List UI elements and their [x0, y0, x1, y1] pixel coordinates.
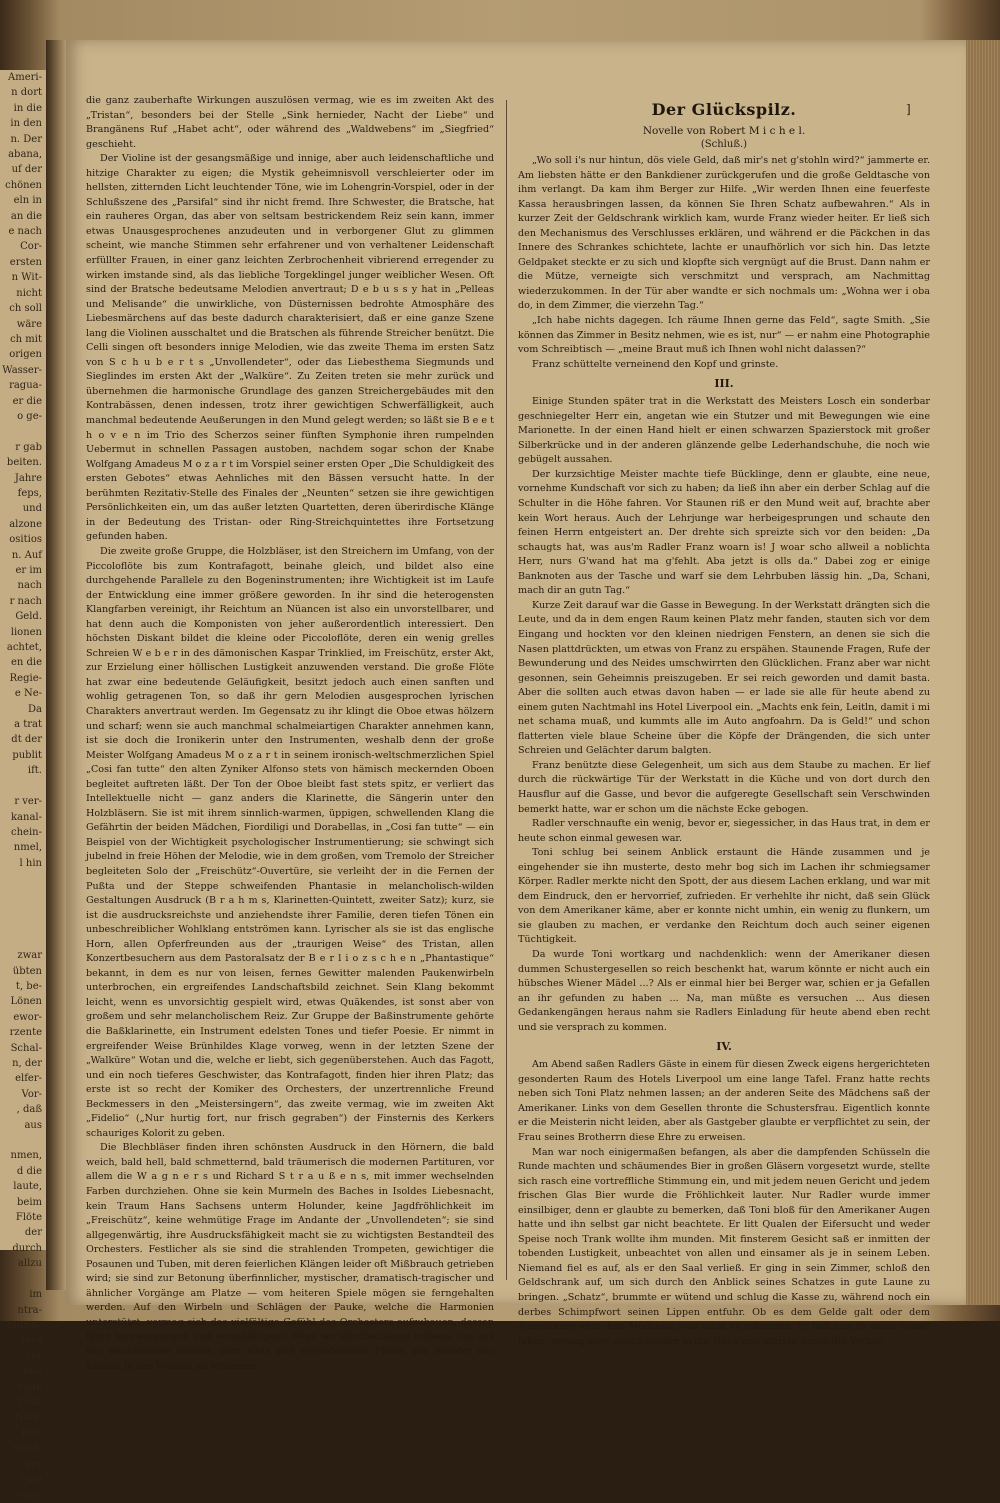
previous-page-fragment: im [29, 1289, 42, 1301]
previous-page-fragment [0, 871, 46, 886]
previous-page-fragment: zwar [17, 950, 42, 962]
previous-page-fragment: n. Der [10, 133, 42, 145]
left-paragraph-2: Der Violine ist der gesangsmäßige und innige, aber auch leidenschaftliche und hitzige Charakter zu eigen; die Mystik geheimnisvoll verschleierter oder im hellsten, zitternden Licht leuchtender Töne, wie im Lohengrin-Vorspiel, oder in der Schlußszene des „Parsifal“ sind ihr nicht fremd. Ihre Schwester, die Bratsche, hat ein rauheres Organ, das aber von seltsam bestrickendem Reiz sein kann, immer etwas Unausgesprochenes anzudeuten und in verborgener Glut zu glimmen scheint, wie manche Stimmen sehr erfahrener und von verhaltener Leidenschaft erfüllter Frauen, in einer ganz leichten Zerbrochenheit vibrierend erregender zu wirken imstande sind, als das liebliche Torgeklingel junger weiblicher Wesen. Oft sind der Bratsche bedeutsame Melodien anvertraut; D e b u s s y hat in „Pelleas und Melisande“ die unwirkliche, von Düsternissen bedrohte Atmosphäre des Liebesmärchens auf das beste dadurch charakterisiert, daß er eine ganze Szene lang die Violinen ausschaltet und die Bratschen als führende Streicher benützt. Die Celli singen oft besonders innige Melodien, wie das zweite Thema im ersten Satz von S c h u b e r t s „Unvollendeter“, oder das Liebesthema Siegmunds und Sieglindes im ersten Akt der „Walküre“. Zu Zeiten treten sie mehr zurück und übernehmen die harmonische Grundlage des ganzen Streichergebäudes mit den Kontrabässen, denen indessen, trotz ihrer gewichtigen Schwerfälligkeit, auch manchmal bedeutende Aeußerungen in den Mund gelegt werden; so läßt sie B e e t h o v e n im Trio des Scherzos seiner fünften Symphonie ihren rumpelnden Uebermut in schnellen Passagen austoben, nachdem sogar schon der Knabe Wolfgang Amadeus M o z a r t im Vorspiel seiner ersten Oper „Die Schuldigkeit des ersten Gebotes“ etwas Aehnliches mit den Bässen versucht hatte. In der berühmten Rezitativ-Stelle des Finales der „Neunten“ setzen sie ihre gewichtigen Persönlichkeiten ein, um das außer letzten Quartetten, deren überirdische Klänge in der Bedeutung des Tristan- oder Ring-Streichquintettes ihre Fortsetzung gefunden haben. [86, 153, 494, 543]
intro-paragraph-1: „Wo soll i's nur hintun, dös viele Geld, daß mir's net g'stohln wird?“ jammerte er. Am liebsten hätte er den Bankdiener zurückgerufen und die große Geldtasche von ihm verlangt. Da kam ihm Berger zur Hilfe. „Wir werden Ihnen eine feuerfeste Kassa herausbringen lassen, da können Sie Ihren Schatz aufbewahren.“ Als in kurzer Zeit der Geldschrank wirklich kam, wurde Franz wieder heiter. Er ließ sich den Mechanismus des Verschlusses erklären, und während er die Päckchen in das Innere des Schrankes schichtete, lachte er unaufhörlich vor sich hin. Das letzte Geldpaket steckte er zu sich und klopfte sich vergnügt auf die Brust. Dann nahm er die Mütze, verneigte sich verschmitzt und versprach, am Nachmittag wiederzukommen. In der Tür aber wandte er sich nochmals um: „Wohna wer i oba do, in dem Zimmer, die vierzehn Tag.“ [518, 155, 930, 312]
previous-page-fragment [0, 917, 46, 932]
previous-page-fragment: n dort [11, 87, 42, 99]
previous-page-fragment: uf der [11, 164, 42, 176]
previous-page-fragment: mes [21, 1335, 42, 1347]
previous-page-fragment: r nach [9, 595, 42, 607]
section3-paragraph-3: Kurze Zeit darauf war die Gasse in Bewegung. In der Werkstatt drängten sich die Leute, und da in dem engen Raum keinen Platz mehr fanden, stauten sich vor dem Eingang und hockten vor den kleinen niedrigen Fenstern, an denen sie sich die Nasen plattdrückten, um etwas von Franz zu erspähen. Staunende Fragen, Rufe der Bewunderung und des Neides umschwirrten den Glücklichen. Franz aber war nicht gesonnen, sein Geheimnis preiszugeben. Er sei reich geworden und damit basta. Aber die sollten auch etwas davon haben — er lade sie alle für heute abend zu einem guten Nachtmahl ins Hotel Liverpool ein. „Machts enk fein, Leitln, damit i mi net schama muaß, und kummts alle im Auto angfoahrn. Da is Geld!“ und schon flatterten viele blaue Scheine über die Köpfe der Drängenden, die sich unter Schreien und Gelächter darum balgten. [518, 599, 930, 757]
previous-page-fragment: r gab [15, 441, 42, 453]
previous-page-fragment: Schal- [10, 1042, 42, 1054]
previous-page-fragment: Cor- [20, 241, 42, 253]
previous-page-fragment: eln in [13, 195, 42, 207]
previous-page-fragment: übten [12, 965, 42, 977]
previous-page-fragment: ntra- [17, 1304, 42, 1316]
previous-page-fragment [0, 1272, 46, 1287]
newspaper-page [66, 40, 966, 1372]
previous-page-fragment: ragua- [9, 380, 42, 392]
previous-page-fragment: beiten. [6, 457, 42, 469]
story-title: Der Glückspilz. [651, 100, 797, 119]
previous-page-fragment: a trat [14, 719, 42, 731]
previous-page-fragment: lionen [10, 626, 42, 638]
left-paragraph-1: die ganz zauberhafte Wirkungen auszulösen vermag, wie es im zweiten Akt des „Tristan“, besonders bei der Stelle „Sink hernieder, Nacht der Liebe“ und Brangänens Ruf „Habet acht“, oder während des „Waldwebens“ im „Siegfried“ geschieht. [86, 95, 494, 150]
previous-page-fragment: er die [12, 395, 42, 407]
previous-page-fragment [0, 933, 46, 948]
previous-page-fragment: Ameri- [8, 72, 42, 83]
previous-page-fragment: nmen, [10, 1150, 42, 1162]
left-paragraph-4: Die Blechbläser finden ihren schönsten Ausdruck in den Hörnern, die bald weich, bald hell, bald schmetternd, bald träumerisch die modernen Partituren, vor allem die W a g n e r s und Richard S t r a u ß e n s, mit immer wechselnden Farben durchziehen. Ohne sie kein Murmeln des Baches in Isoldes Liebesnacht, kein Traum Hans Sachsens unterm Holunder, keine Jagdfröhlichkeit im „Freischütz“, keine wehmütige Frage im Andante der „Unvollendeten“; sie sind allgegenwärtig, ihre Ausdrucksfähigkeit macht sie zu wichtigsten Bestandteil des Orchesters. Festlicher als sie sind die strahlenden Trompeten, gewichtiger die Posaunen und Tuben, mit deren feierlichen Klängen leider oft Mißbrauch getrieben wird; sie sind zur Betonung überfinnlicher, mystischer, dramatisch-tragischer und ähnlicher Vorgänge am Platze — vom heiteren Spiele mögen sie ferngehalten werden. Auf den Wirbeln und Schlägen der Pauke, welche die Harmonien unterstützt, vermag sich das vielfältige Gefühl des Orchesters aufzubauen, dessen feine Verzweigungen und verschlungene Wege wir durchschauen müssen, um aus der wechselnden Gestalt, dem stets sich verändernden Flusse das Wunder der Einheit in der Vielheit zu erkennen. [86, 1142, 494, 1372]
column-divider [506, 100, 507, 1280]
previous-page-fragment: beim [17, 1196, 42, 1208]
previous-page-fragment: füh- [22, 1427, 42, 1439]
previous-page-fragment: ner [24, 1458, 42, 1470]
previous-page-fragment: Vor- [21, 1088, 42, 1100]
previous-page-fragment: der [24, 1227, 42, 1239]
previous-page-fragment: ch mit [10, 333, 42, 345]
page-stack-edge [966, 40, 1000, 1305]
previous-page-fragment: rum [21, 1473, 42, 1485]
previous-page-fragment: abana, [8, 149, 42, 161]
previous-page-fragment: der [24, 1350, 42, 1362]
previous-page-fragment: allzu [17, 1258, 42, 1270]
section3-paragraph-4: Franz benützte diese Gelegenheit, um sich aus dem Staube zu machen. Er lief durch die rückwärtige Tür der Werkstatt in die Küche und von dort durch den Hausflur auf die Gasse, und bevor die aufgeregte Gesellschaft sein Verschwinden bemerkt hatte, war er schon um die nächste Ecke gebogen. [518, 759, 930, 815]
previous-page-fragment: mmen- [7, 1319, 42, 1331]
previous-page-fragment: Lönen [10, 996, 42, 1008]
previous-page-fragment: Flöte [15, 1212, 42, 1224]
previous-page-fragment: feps, [17, 487, 42, 499]
previous-page-fragment: achtet, [6, 642, 42, 654]
previous-page-fragment: origen [9, 349, 42, 361]
previous-page-fragment: nmel, [13, 842, 42, 854]
previous-page-fragment: ift. [27, 765, 42, 777]
previous-page-fragment: n, der [12, 1058, 42, 1069]
previous-page-fragment: Näfle [14, 1412, 42, 1424]
previous-page-fragment: ersten [9, 256, 42, 268]
previous-page-fragment: webt. [13, 1443, 42, 1455]
previous-page-fragment: elle [23, 1366, 42, 1378]
previous-page-fragment [0, 424, 46, 439]
previous-page-fragment: chönen [5, 179, 42, 191]
previous-page-fragment: Jahre [14, 472, 42, 484]
previous-page-fragment: t, be- [15, 980, 42, 992]
previous-page-fragment: rzente [9, 1027, 42, 1039]
previous-page-fragment: , daß [16, 1104, 42, 1116]
section3-paragraph-7: Da wurde Toni wortkarg und nachdenklich: wenn der Amerikaner diesen dummen Schustergesellen so reich beschenkt hat, warum könnte er nicht auch ein hübsches Wiener Mädel ...? Als er einmal hier bei Berger war, schien er ja Gefallen an ihr gefunden zu haben ... Na, man müßte es versuchen ... Aus diesen Gedankengängen heraus nahm sie Radlers Einladung für heute abend eben recht und sie versprach zu kommen. [518, 948, 930, 1033]
previous-page-fragment [0, 887, 46, 902]
previous-page-fragment: Wasser- [2, 364, 42, 376]
previous-page-fragment: an die [10, 210, 42, 222]
previous-page-fragment: nicht [16, 287, 42, 299]
previous-page-fragment: kanal- [10, 811, 42, 823]
previous-page-fragment: e Ne- [14, 688, 42, 700]
section-heading-4: IV. [716, 1040, 732, 1054]
previous-page-fragment: e nach [8, 226, 42, 238]
previous-page-fragment: fünf- [18, 1396, 42, 1408]
previous-page-fragment: in den [10, 118, 42, 130]
previous-page-fragment: elfer- [15, 1073, 42, 1085]
previous-page-fragment: n Wit- [11, 272, 42, 284]
left-paragraph-3: Die zweite große Gruppe, die Holzbläser, ist den Streichern im Umfang, von der Piccoloflöte bis zum Kontrafagott, beinahe gleich, und bildet also eine durchgehende Parallele zu den Bogeninstrumenten; ihre Wichtigkeit ist im Laufe der Entwicklung eine immer größere geworden. In ihr sind die heterogensten Klangfarben vereinigt, ihr Reichtum an Nüancen ist also ein unvorstellbarer, und hat denn auch die Komponisten von jeher außerordentlich interessiert. Den höchsten Diskant bildet die kleine oder Piccoloflöte, deren ein wenig grelles Schreien W e b e r in des dämonischen Kaspar Trinklied, im Freischütz, erster Akt, zur Erzielung einer höllischen Lustigkeit anzuwenden verstand. Die große Flöte hat zwar eine bedeutende Geläufigkeit, besitzt jedoch auch einen sanften und wohlig getragenen Ton, so daß ihr gern Melodien ausgesprochen lyrischen Charakters anvertraut werden. Im Gegensatz zu ihr klingt die Oboe etwas hölzern und scharf; wenn sie auch manchmal schalmeiartigen Charakter annehmen kann, ist sie doch die Ironikerin unter den Instrumenten, weshalb denn der große Meister Wolfgang Amadeus M o z a r t in seinem ironisch-weltschmerzlichen Spiel „Cosi fan tutte“ den alten Zyniker Alfonso stets von hämisch meckernden Oboen begleitet auftreten läßt. Der Ton der Oboe bleibt fast stets spitz, er verliert das Intellektuelle nicht — ganz anders die Klarinette, die Sängerin unter den Holzbläsern. Sie ist mit ihrem sinnlich-warmen, üppigen, schwellenden Klang die Gefährtin der beiden Mädchen, Fiordiligi und Dorabellas, in „Cosi fan tutte“ — ein Beispiel von der Wichtigkeit psychologischer Instrumentierung; sie schwingt sich jubelnd in freie Höhen der Melodie, wie in dem großen, vom Tremolo der Streicher begleiteten Solo der „Freischütz“-Ouvertüre, sie verleiht der in die Fernen der Pußta und der Steppe schweifenden Phantasie in melancholisch-wilden Gestaltungen Ausdruck (B r a h m s, Klarinetten-Quintett, zweiter Satz); kurz, sie ist die ausdrucksreichste und anziehendste ihrer Familie, deren tiefen Tönen ein unbeschreiblicher Wohlklang entströmen kann. Lyrischer als sie ist das englische Horn, allen Opferfreunden aus der „traurigen Weise“ des Tristan, allen Konzertbesuchern aus dem Pastoralsatz der B e r l i o z s c h e n „Phantastique“ bekannt, in dem es nur von leisen, fernes Gewitter malenden Paukenwirbeln unterbrochen, ein ergreifendes Landschaftsbild zeichnet. Sein Klang bekommt leicht, wenn es unvorsichtig gespielt wird, etwas Quäkendes, ist sonst aber von großem und sehr melancholischem Reiz. Zur Gruppe der Baßinstrumente gehörte die Baßklarinette, ein Instrument edelsten Tones und tiefer Poesie. Er nimmt in ergreifender Weise Brünhildes Klage vorweg, wenn in der letzten Szene der „Walküre“ Wotan und die, welche er liebt, sich gegenüberstehen. Auch das Fagott, und ein noch tieferes Geschwister, das Kontrafagott, finden hier ihren Platz; das erste ist so recht der Komiker des Orchesters, der unzertrennliche Freund Beckmessers in den „Meistersingern“, das zweite vermag, wie im zweiten Akt „Fidelio“ („Nur hurtig fort, nur frisch gegraben“) der Finsternis des Kerkers schauriges Kolorit zu geben. [86, 545, 494, 1139]
section3-paragraph-2: Der kurzsichtige Meister machte tiefe Bücklinge, denn er glaubte, eine neue, vornehme Kundschaft vor sich zu haben; da ließ ihn aber ein derber Schlag auf die Schulter in die Höhe fahren. Vor Staunen riß er den Mund weit auf, brachte aber kein Wort heraus. Auch der Lehrjunge war herbeigesprungen und schaute den feinen Herrn entgeistert an. Der drehte sich spreizte sich vor den beiden: „Da schaugts hat, was aus'm Radler Franz woarn is! J woar scho allweil a noblichta Herr, nurs G'wand hat ma g'fehlt. Aba jetzt is olls da.“ Dabei zog er einige Banknoten aus der Tasche und warf sie dem Lehrbuben lässig hin. „Da, Schani, mach dir an gutn Tag.“ [518, 468, 930, 597]
previous-page-fragment: Regie- [9, 672, 42, 684]
previous-page-fragment: ewor- [13, 1011, 42, 1023]
previous-page-fragment: er im [15, 565, 42, 576]
intro-paragraph-3: Franz schüttelte verneinend den Kopf und grinste. [532, 358, 779, 370]
story-byline: Novelle von Robert M i c h e l. [642, 125, 806, 137]
previous-page-fragment: l hin [19, 857, 42, 869]
previous-page-fragment: d die [16, 1165, 42, 1177]
previous-page-fragment: und [22, 503, 42, 515]
previous-page-fragment: alzone [9, 518, 42, 530]
previous-page-fragment: ende [17, 1381, 42, 1393]
previous-page-fragment [0, 1133, 46, 1148]
previous-page-fragment: n. Auf [11, 549, 42, 561]
left-column [86, 94, 494, 1372]
previous-page-edge [0, 70, 48, 1501]
section3-paragraph-6: Toni schlug bei seinem Anblick erstaunt die Hände zusammen und je eingehender sie ihn musterte, desto mehr bog sich im Lachen ihr schmiegsamer Körper. Radler merkte nicht den Spott, der aus diesem Lachen erklang, und war mit dem Eindruck, den er hervorrief, zufrieden. Er verhehlte ihr nicht, daß sein Glück von dem Amerikaner käme, aber er konnte nicht umhin, ein wenig zu flunkern, um sie glauben zu machen, er verdanke den Reichtum doch auch seiner eigenen Tüchtigkeit. [518, 847, 930, 946]
previous-page-fragment [0, 779, 46, 794]
section-heading-3: III. [714, 377, 734, 391]
previous-page-fragment: wäre [16, 318, 42, 330]
previous-page-fragment: aus [24, 1119, 42, 1131]
book-gutter [46, 40, 68, 1290]
previous-page-fragment: dt der [11, 734, 42, 746]
section3-paragraph-1: Einige Stunden später trat in die Werkstatt des Meisters Losch ein sonderbar geschniegelter Herr ein, angetan wie ein Stutzer und mit Bewegungen wie eine Marionette. In der einen Hand hielt er einen schwarzen Spazierstock mit großer Silberkrücke und in der anderen glänzende gelbe Lederhandschuhe, die noch wie gebügelt aussahen. [518, 396, 930, 466]
previous-page-fragment: r ver- [14, 796, 42, 808]
previous-page-fragment: ositios [9, 534, 42, 546]
previous-page-fragment: laute, [13, 1181, 42, 1193]
page-mark: ] [906, 102, 911, 116]
previous-page-fragment [0, 902, 46, 917]
right-column [518, 94, 930, 1347]
previous-page-fragment: Geld. [15, 611, 42, 623]
intro-paragraph-2: „Ich habe nichts dagegen. Ich räume Ihnen gerne das Feld“, sagte Smith. „Sie können das Zimmer in Besitz nehmen, wie es ist, nur“ — er nahm eine Photographie vom Schreibtisch — „meine Braut muß ich Ihnen wohl nicht dalassen?“ [518, 315, 930, 356]
previous-page-fragment: publit [12, 749, 42, 761]
previous-page-fragment: in die [13, 102, 42, 114]
previous-page-fragment: Da [28, 703, 42, 715]
previous-page-fragment: en die [10, 657, 42, 669]
previous-page-fragment: wird, [15, 1489, 42, 1501]
section4-paragraph-2: Man war noch einigermaßen befangen, als aber die dampfenden Schüsseln die Runde machten und schäumendes Bier in großen Gläsern vorgesetzt wurde, stellte sich rasch eine vortreffliche Stimmung ein, und mit jedem neuen Gericht und jedem frischen Glas Bier wurde die Fröhlichkeit lauter. Nur Radler wurde immer einsilbiger, denn er glaubte zu bemerken, daß Toni bloß für den Amerikaner Augen hatte und ihn selbst gar nicht beachtete. Er litt Qualen der Eifersucht und weder Speise noch Trank wollte ihm munden. Mit finsterem Gesicht saß er inmitten der tobenden Lustigkeit, unbeachtet von allen und einsamer als je in seinem Leben. Niemand fiel es auf, als er den Saal verließ. Er ging in sein Zimmer, schloß den Geldschrank auf, um sich durch den Anblick seines Schatzes in gute Laune zu bringen. „Schatz“, brummte er wütend und schlug die Kasse zu, während noch ein derbes Schimpfwort seinen Lippen entfuhr. Ob es dem Gelde galt oder dem Amerikaner oder dem Mädchen, war nicht zu erkennen. Er ließ sich in einen Sessel fallen, sprang aber gleich wieder in die Höhe und stürzte durch die Verbin- [518, 1146, 930, 1347]
section3-paragraph-5: Radler verschnaufte ein wenig, bevor er, siegessicher, in das Haus trat, in dem er heute schon einmal gewesen war. [518, 818, 930, 844]
previous-page-fragment: o ge- [17, 410, 42, 422]
previous-page-fragment: chein- [11, 826, 42, 838]
section4-paragraph-1: Am Abend saßen Radlers Gäste in einem für diesen Zweck eigens hergerichteten gesonderten Raum des Hotels Liverpool um eine lange Tafel. Franz hatte rechts neben sich Toni Platz nehmen lassen; an der anderen Seite des Mädchens saß der Amerikaner. Links von dem Gesellen thronte die Schustersfrau. Eigentlich konnte er die Meisterin nicht leiden, aber als Gastgeber glaubte er verpflichtet zu sein, der Frau seines Brotherrn diese Ehre zu erweisen. [518, 1059, 930, 1143]
previous-page-fragment: nach [17, 580, 42, 592]
previous-page-fragment: ch soll [9, 303, 42, 315]
story-part-note: (Schluß.) [700, 139, 748, 150]
previous-page-fragment: durch [12, 1242, 42, 1254]
